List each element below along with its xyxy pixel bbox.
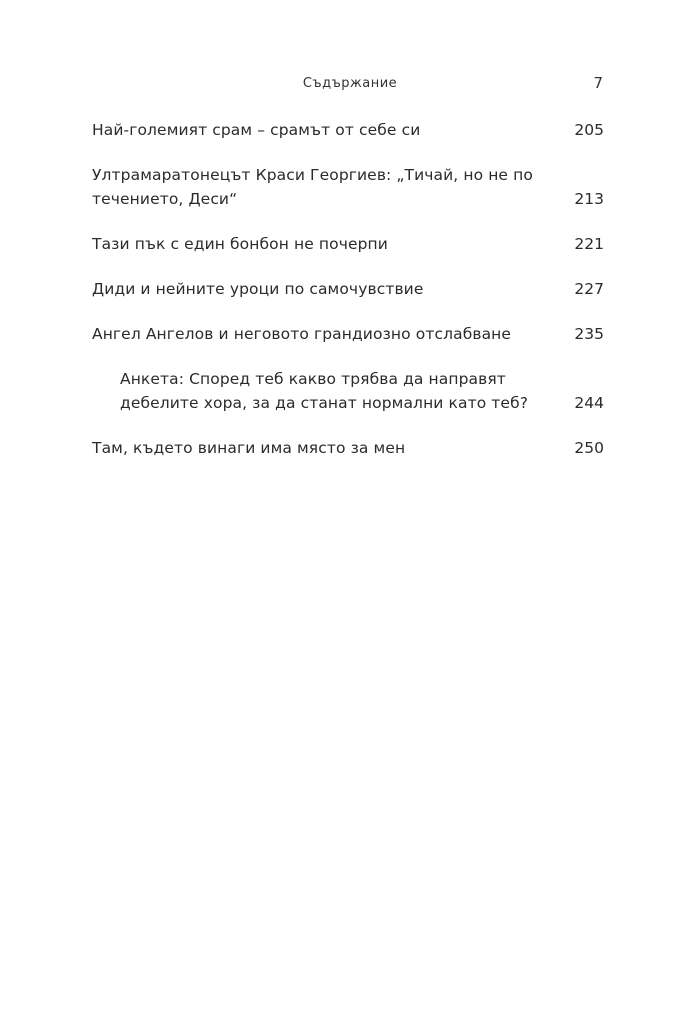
toc-entry-title — [120, 367, 572, 415]
toc-entry — [92, 322, 604, 346]
toc-entry-title: Тази пък с един бонбон не почерпи — [92, 235, 388, 253]
toc-entry — [92, 118, 604, 142]
toc-entry-title: Ангел Ангелов и неговото грандиозно отслабване — [92, 325, 512, 343]
toc-entry — [92, 277, 604, 301]
toc-entry-title-line: дебелите хора, за да станат нормални като теб? — [120, 394, 529, 412]
toc-entry-page: 250 — [574, 439, 604, 457]
toc-entry-page: 221 — [574, 235, 604, 253]
toc-entry-title-line: Ултрамаратонецът Краси Георгиев: „Тичай, но не по — [92, 166, 533, 184]
toc-entry-title: Диди и нейните уроци по самочувствие — [92, 280, 424, 298]
toc-entry-page: 244 — [574, 394, 604, 412]
toc-entry-page: 235 — [574, 325, 604, 343]
toc-entry-title — [92, 163, 572, 211]
toc-entry-page: 227 — [574, 280, 604, 298]
table-of-contents — [92, 118, 604, 481]
page-number: 7 — [593, 74, 603, 92]
toc-entry-title: Там, където винаги има място за мен — [92, 439, 406, 457]
toc-entry-title: Най-големият срам – срамът от себе си — [92, 121, 421, 139]
toc-entry-page: 205 — [574, 121, 604, 139]
toc-entry — [92, 436, 604, 460]
toc-entry-page: 213 — [574, 190, 604, 208]
toc-entry-title-line: Анкета: Според теб какво трябва да направят — [120, 370, 506, 388]
toc-entry-title-line: течението, Деси“ — [92, 190, 238, 208]
toc-entry — [92, 232, 604, 256]
toc-entry — [92, 163, 604, 211]
running-head: Съдържание — [302, 76, 398, 91]
toc-subentry — [92, 367, 604, 415]
